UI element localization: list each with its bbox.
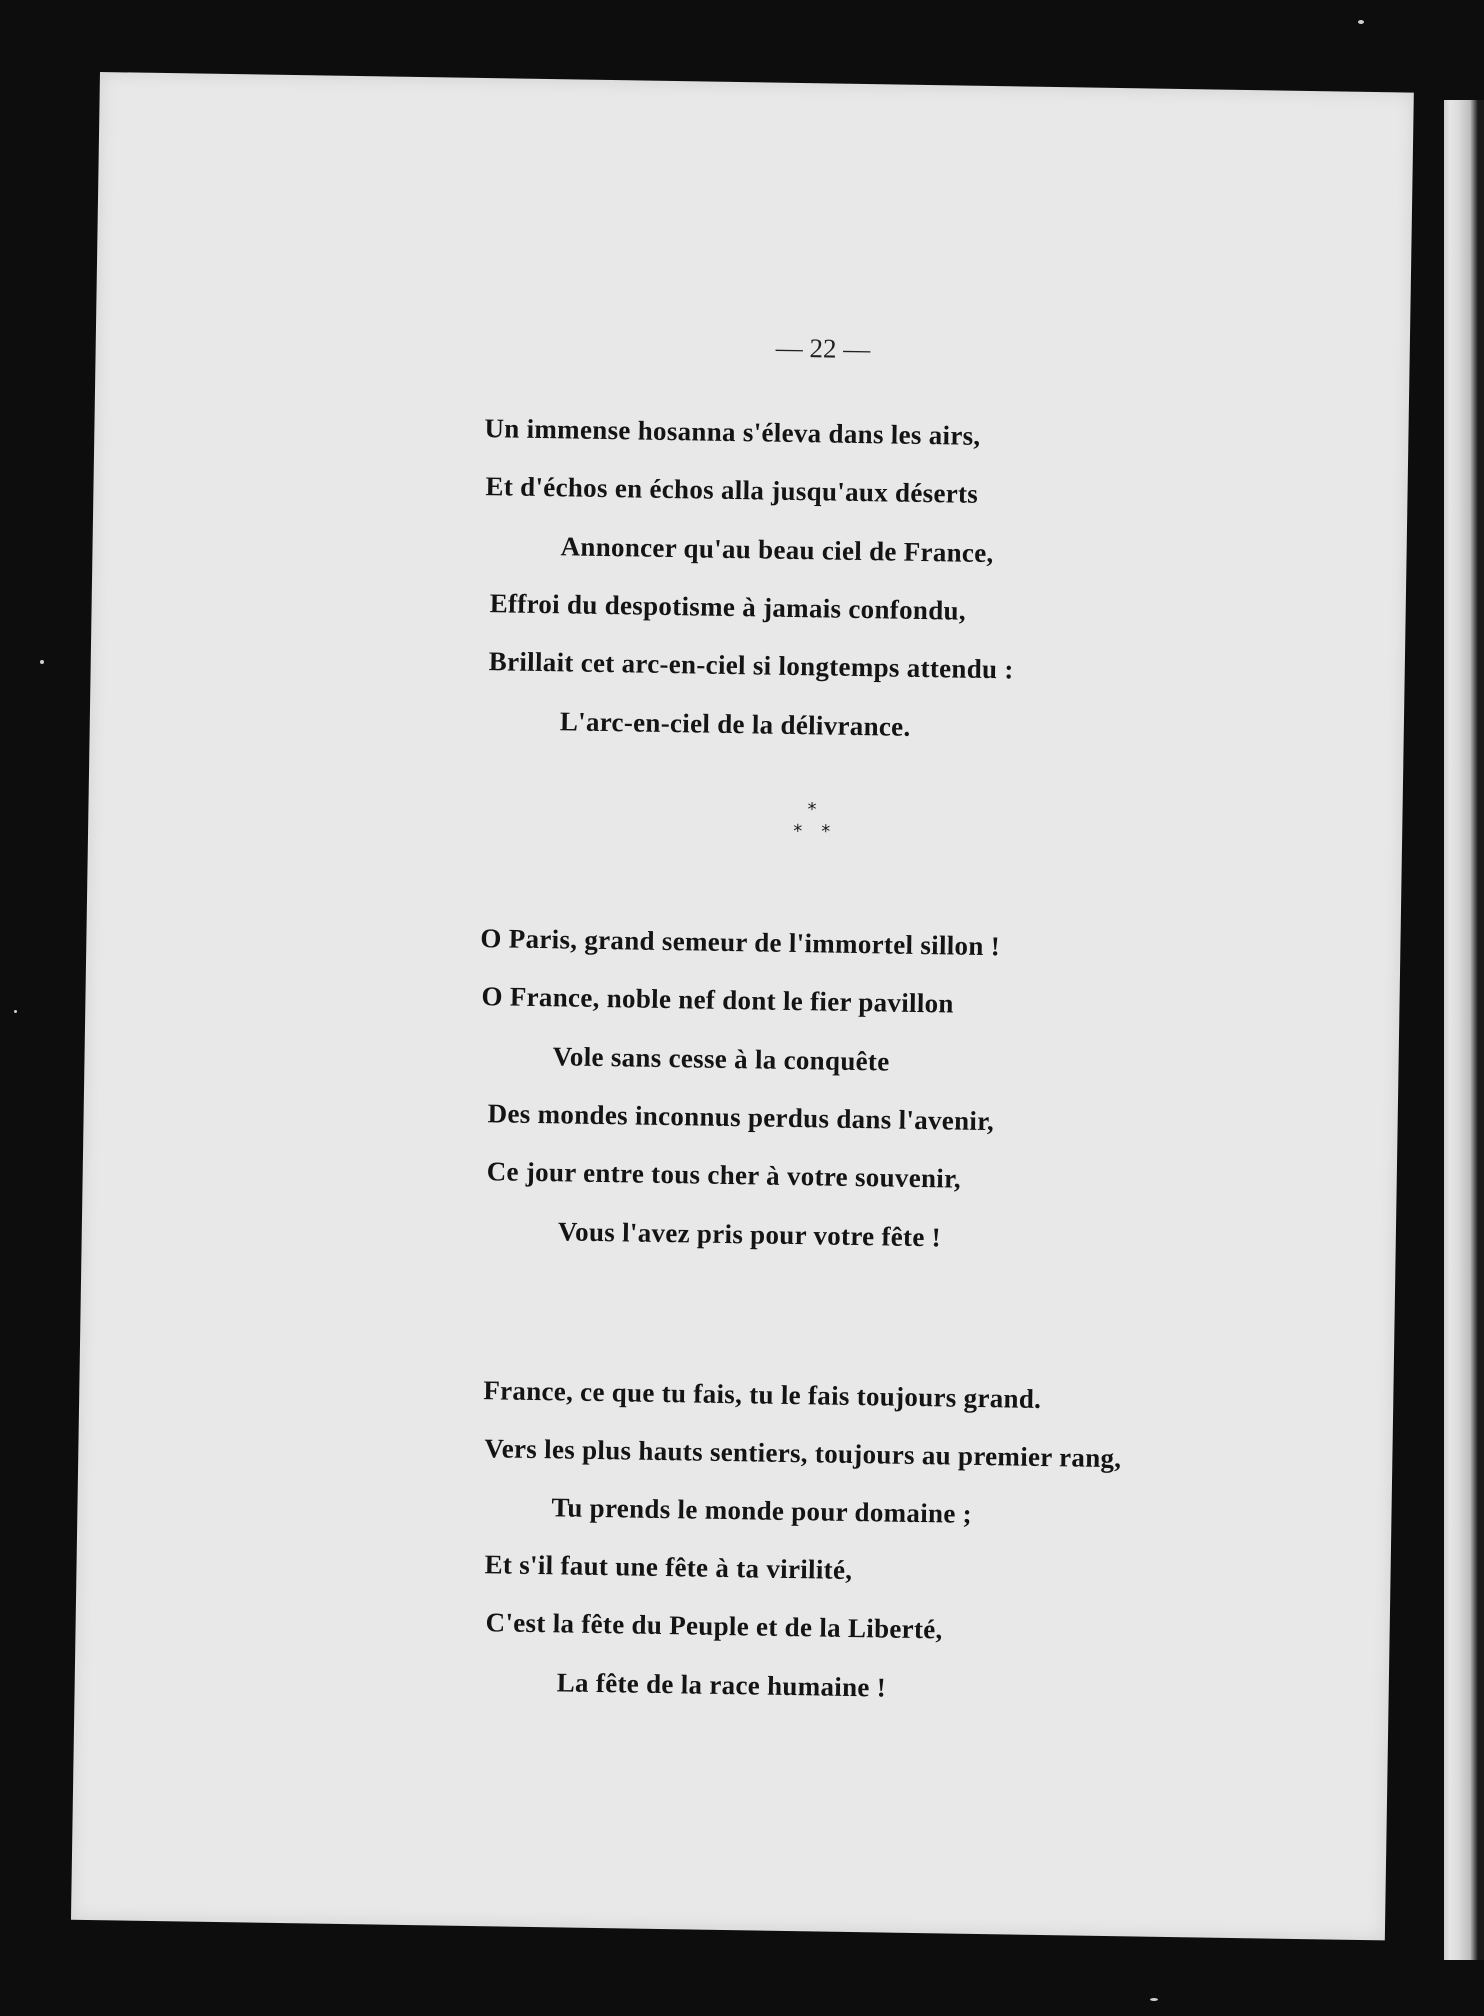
- poem-line: Ce jour entre tous cher à votre souvenir,: [486, 1156, 962, 1194]
- poem-line: O Paris, grand semeur de l'immortel sillon !: [480, 923, 1001, 962]
- section-dinkus: [793, 801, 854, 852]
- poem-line: La fête de la race humaine !: [556, 1667, 887, 1703]
- poem-line: Tu prends le monde pour domaine ;: [551, 1492, 973, 1529]
- dust-speck: [40, 660, 44, 664]
- dinkus-star: *: [792, 820, 803, 843]
- poem-line: France, ce que tu fais, tu le fais toujours grand.: [483, 1375, 1042, 1414]
- poem-line: Et s'il faut une fête à ta virilité,: [484, 1549, 853, 1585]
- dinkus-star: *: [820, 821, 831, 843]
- poem-line: Vous l'avez pris pour votre fête !: [557, 1216, 942, 1253]
- poem-line: C'est la fête du Peuple et de la Liberté,: [485, 1607, 943, 1645]
- dinkus-star: *: [807, 799, 817, 821]
- book-page: [71, 72, 1414, 1940]
- poem-line: O France, noble nef dont le fier pavillon: [481, 981, 955, 1019]
- dust-speck: [1150, 1998, 1158, 2001]
- adjacent-page-edge: [1444, 100, 1484, 1960]
- poem-line: Vers les plus hauts sentiers, toujours au premier rang,: [484, 1433, 1122, 1474]
- poem-line: Un immense hosanna s'éleva dans les airs,: [484, 413, 981, 451]
- poem-line: Effroi du despotisme à jamais confondu,: [489, 588, 967, 626]
- poem-line: Des mondes inconnus perdus dans l'avenir,: [487, 1098, 995, 1137]
- dust-speck: [14, 1010, 17, 1013]
- poem-line: Brillait cet arc-en-ciel si longtemps attendu :: [488, 646, 1014, 685]
- poem-line: Annoncer qu'au beau ciel de France,: [560, 531, 994, 569]
- poem-line: Et d'échos en échos alla jusqu'aux déserts: [485, 471, 979, 509]
- poem-line: Vole sans cesse à la conquête: [552, 1041, 890, 1077]
- page-number: — 22 —: [775, 332, 871, 365]
- dust-speck: [1358, 20, 1364, 24]
- poem-line: L'arc-en-ciel de la délivrance.: [559, 706, 911, 742]
